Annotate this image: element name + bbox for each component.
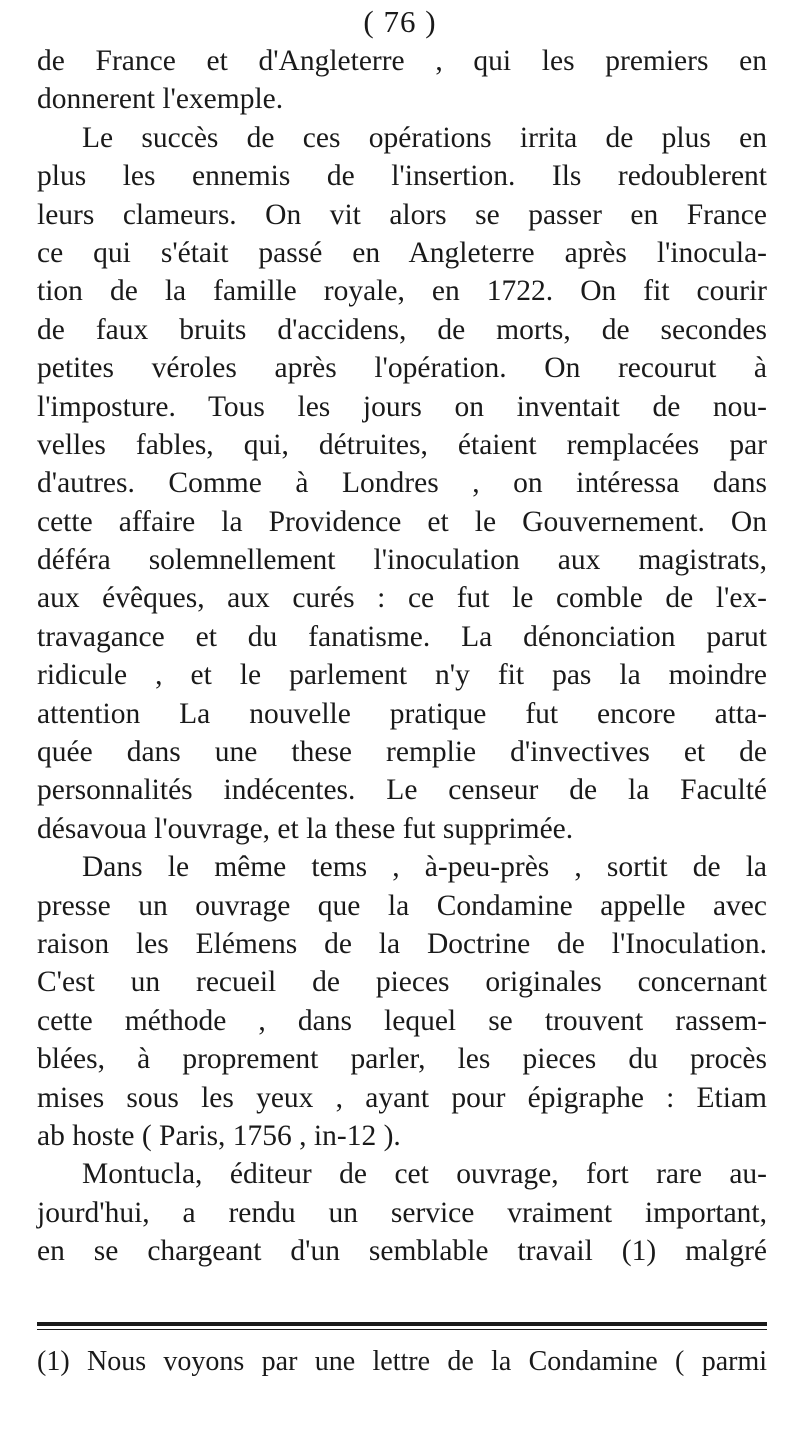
page-number: ( 76 ) — [363, 4, 437, 39]
text-line: cette affaire la Providence et le Gouvernement. On — [37, 505, 767, 538]
text-line: tion de la famille royale, en 1722. On fit courir — [37, 275, 767, 308]
text-line: aux évêques, aux curés : ce fut le comble de l'ex- — [37, 582, 767, 615]
text-line: raison les Elémens de la Doctrine de l'Inoculation. — [37, 927, 767, 960]
text-line: blées, à proprement parler, les pieces du procès — [37, 1043, 767, 1076]
text-line: C'est un recueil de pieces originales concernant — [37, 966, 767, 999]
text-line: quée dans une these remplie d'invectives et de — [37, 736, 767, 769]
text-line: personnalités indécentes. Le censeur de la Faculté — [37, 774, 767, 807]
text-line: travagance et du fanatisme. La dénonciation parut — [37, 620, 767, 653]
footnote-divider — [37, 1322, 767, 1326]
text-line: l'imposture. Tous les jours on inventait de nou- — [37, 390, 767, 423]
text-line: d'autres. Comme à Londres , on intéressa dans — [37, 467, 767, 500]
text-line: ridicule , et le parlement n'y fit pas la moindre — [37, 659, 767, 692]
text-line: plus les ennemis de l'insertion. Ils redoublerent — [37, 160, 767, 193]
text-line: velles fables, qui, détruites, étaient remplacées par — [37, 428, 767, 461]
text-line: désavoua l'ouvrage, et la these fut supprimée. — [37, 812, 574, 845]
footnote: (1) Nous voyons par une lettre de la Condamine ( parmi — [37, 1346, 767, 1377]
text-line: mises sous les yeux , ayant pour épigraphe : Etiam — [37, 1081, 767, 1114]
text-line: de faux bruits d'accidens, de morts, de secondes — [37, 313, 767, 346]
text-line: jourd'hui, a rendu un service vraiment important, — [37, 1196, 767, 1229]
footnote-divider-thin — [37, 1329, 767, 1330]
text-line: Dans le même tems , à-peu-près , sortit de la — [82, 851, 767, 884]
text-line: donnerent l'exemple. — [37, 83, 284, 116]
text-line: leurs clameurs. On vit alors se passer en France — [37, 198, 767, 231]
text-line: presse un ouvrage que la Condamine appelle avec — [37, 889, 767, 922]
text-line: petites véroles après l'opération. On recourut à — [37, 352, 767, 385]
text-line: de France et d'Angleterre , qui les premiers en — [37, 45, 767, 77]
text-line: ce qui s'était passé en Angleterre après l'inocula- — [37, 236, 767, 269]
text-line: attention La nouvelle pratique fut encore atta- — [37, 697, 767, 730]
text-line: Montucla, éditeur de cet ouvrage, fort rare au- — [82, 1158, 767, 1191]
body-text — [37, 42, 767, 1271]
text-line: en se chargeant d'un semblable travail (1) malgré — [37, 1235, 767, 1268]
text-line: Le succès de ces opérations irrita de plus en — [82, 121, 767, 154]
text-line: déféra solemnellement l'inoculation aux magistrats, — [37, 544, 767, 577]
text-line: cette méthode , dans lequel se trouvent rassem- — [37, 1004, 767, 1037]
text-line: ab hoste ( Paris, 1756 , in-12 ). — [37, 1119, 401, 1152]
